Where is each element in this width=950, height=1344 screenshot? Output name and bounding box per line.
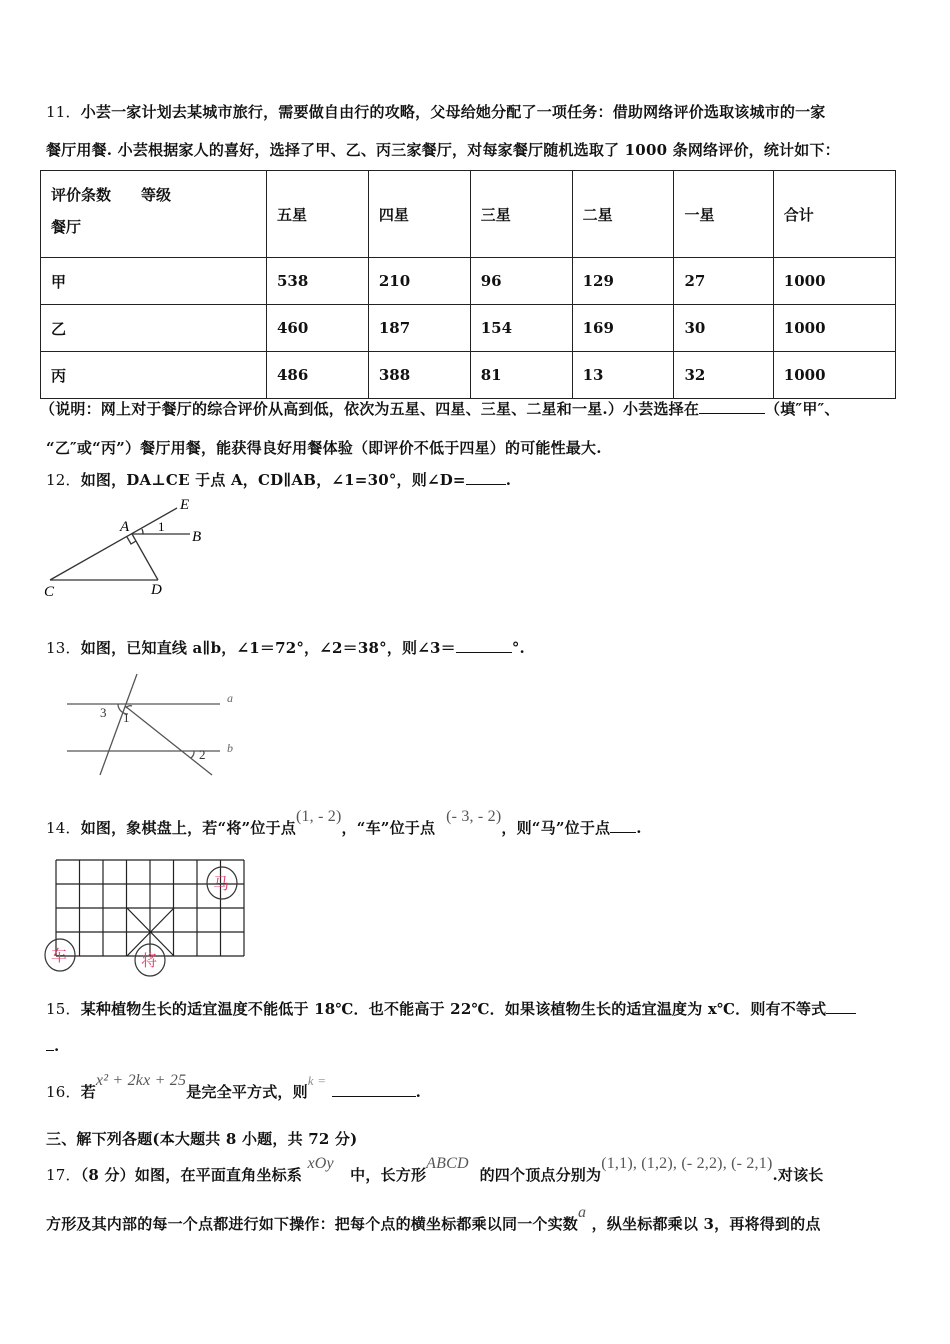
label-angle-1: 1 <box>158 519 165 534</box>
q12-line <box>46 469 511 490</box>
q16-number: 16． <box>46 1083 81 1101</box>
piece-che: 车 <box>51 948 68 965</box>
table-row <box>41 258 896 305</box>
header-cell: 三星 <box>470 171 572 258</box>
q17-text: ，纵坐标都乘以 3，再将得到的点 <box>591 1215 821 1233</box>
table-header-row <box>41 171 896 258</box>
cell: 187 <box>368 305 470 352</box>
q12-figure <box>40 495 220 605</box>
cell: 1000 <box>773 352 895 399</box>
q11-note-line1 <box>40 398 840 419</box>
answer-blank[interactable] <box>699 399 765 414</box>
header-cell: 二星 <box>572 171 674 258</box>
q11-note-line2: “乙″或“丙”）餐厅用餐，能获得良好用餐体验（即评价不低于四星）的可能性最大. <box>46 439 602 457</box>
q13-line <box>46 637 525 658</box>
q13-number: 13． <box>46 639 81 657</box>
cell: 388 <box>368 352 470 399</box>
q17-line1 <box>46 1155 824 1185</box>
cell: 538 <box>267 258 369 305</box>
q12-number: 12． <box>46 471 81 489</box>
cell: 81 <box>470 352 572 399</box>
q15-text: 某种植物生长的适宜温度不能低于 18℃．也不能高于 22℃．如果该植物生长的适宜温度为 x℃．则有不等式 <box>80 1000 827 1018</box>
cell: 154 <box>470 305 572 352</box>
corner-bottom-label: 餐厅 <box>51 218 82 236</box>
answer-blank[interactable] <box>826 999 856 1014</box>
q12-text: 如图，DA⊥CE 于点 A，CD∥AB，∠1=30°，则∠D= <box>80 471 466 489</box>
section-3-title: 三、解下列各题(本大题共 8 小题，共 72 分) <box>46 1130 358 1148</box>
q17-text: .对该长 <box>772 1166 824 1184</box>
header-cell: 五星 <box>267 171 369 258</box>
answer-blank[interactable] <box>466 470 506 485</box>
q16-text: 若 <box>80 1083 96 1101</box>
q17-number: 17． <box>46 1166 81 1184</box>
q11-line2: 餐厅用餐. 小芸根据家人的喜好，选择了甲、乙、丙三家餐厅，对每家餐厅随机选取了 1000 条网络评价，统计如下： <box>46 141 840 159</box>
label-b: B <box>192 529 202 545</box>
q17-text: 的四个顶点分别为 <box>479 1166 602 1184</box>
cell: 460 <box>267 305 369 352</box>
piece-ma: 马 <box>213 876 230 893</box>
q15-number: 15． <box>46 1000 81 1018</box>
q14-number: 14． <box>46 819 81 837</box>
q11-note: （说明：网上对于餐厅的综合评价从高到低，依次为五星、四星、三星、二星和一星.）小芸选择在 <box>40 400 700 418</box>
q14-text: ，则“马”位于点 <box>501 819 611 837</box>
period: . <box>415 1083 422 1101</box>
q11-note-end: （填″甲″、 <box>765 400 840 418</box>
xoy-math: xOy <box>307 1155 334 1172</box>
a-math: a <box>578 1204 587 1221</box>
cell: 486 <box>267 352 369 399</box>
q13-text: 如图，已知直线 a∥b，∠1＝72°，∠2＝38°，则∠3＝ <box>80 639 456 657</box>
jiang-coordinate: (1, - 2) <box>295 808 342 825</box>
label-a: A <box>120 519 130 535</box>
header-cell: 四星 <box>368 171 470 258</box>
vertex-coordinates: (1,1), (1,2), (- 2,2), (- 2,1) <box>601 1155 773 1172</box>
cell: 1000 <box>773 258 895 305</box>
table-corner-cell <box>41 171 267 258</box>
q15-line <box>46 998 856 1019</box>
k-equals: k = <box>307 1073 327 1088</box>
q17-text: 方形及其内部的每一个点都进行如下操作：把每个点的横坐标都乘以同一个实数 <box>46 1215 579 1233</box>
answer-blank[interactable] <box>610 818 636 833</box>
answer-blank[interactable] <box>456 638 512 653</box>
answer-blank-cont[interactable] <box>46 1036 54 1051</box>
q17-line2 <box>46 1204 821 1234</box>
q17-text: （8 分）如图，在平面直角坐标系 <box>80 1166 303 1184</box>
cell: 129 <box>572 258 674 305</box>
period: . <box>505 471 512 489</box>
cell: 169 <box>572 305 674 352</box>
piece-jiang: 将 <box>141 953 158 970</box>
period: . <box>54 1037 60 1055</box>
q14-line <box>46 808 642 838</box>
q16-text: 是完全平方式，则 <box>186 1083 308 1101</box>
row-label: 丙 <box>41 352 267 399</box>
cell: 13 <box>572 352 674 399</box>
period: . <box>636 819 642 837</box>
corner-top-label: 评价条数 等级 <box>51 186 172 204</box>
q16-line <box>46 1072 422 1102</box>
q14-text: 如图，象棋盘上，若“将”位于点 <box>80 819 296 837</box>
cell: 30 <box>674 305 773 352</box>
label-c: C <box>44 584 55 600</box>
answer-blank[interactable] <box>332 1082 416 1097</box>
label-angle-3: 3 <box>100 705 107 720</box>
label-line-a: a <box>227 691 233 705</box>
cell: 96 <box>470 258 572 305</box>
label-angle-1: 1 <box>123 710 130 725</box>
degree-end: °. <box>511 639 525 657</box>
row-label: 甲 <box>41 258 267 305</box>
table-row <box>41 305 896 352</box>
table-row <box>41 352 896 399</box>
label-d: D <box>151 582 162 598</box>
q16-expression: x² + 2kx + 25 <box>95 1072 187 1089</box>
q14-text: ，“车”位于点 <box>341 819 436 837</box>
header-cell: 一星 <box>674 171 773 258</box>
q13-figure <box>40 670 260 780</box>
cell: 1000 <box>773 305 895 352</box>
row-label: 乙 <box>41 305 267 352</box>
q11-number: 11． <box>46 103 81 121</box>
chess-board-figure <box>40 850 260 980</box>
che-coordinate: (- 3, - 2) <box>446 808 502 825</box>
q15-line2 <box>46 1036 59 1055</box>
abcd-math: ABCD <box>426 1155 469 1172</box>
cell: 210 <box>368 258 470 305</box>
cell: 32 <box>674 352 773 399</box>
label-line-b: b <box>227 741 233 755</box>
label-e: E <box>180 497 190 513</box>
q17-text: 中，长方形 <box>350 1166 427 1184</box>
header-cell: 合计 <box>773 171 895 258</box>
q11-text: 小芸一家计划去某城市旅行，需要做自由行的攻略，父母给她分配了一项任务：借助网络评价选取该城市的一家 <box>80 103 826 121</box>
cell: 27 <box>674 258 773 305</box>
q11-line1 <box>46 101 826 122</box>
label-angle-2: 2 <box>199 747 206 762</box>
ratings-table <box>40 170 896 399</box>
